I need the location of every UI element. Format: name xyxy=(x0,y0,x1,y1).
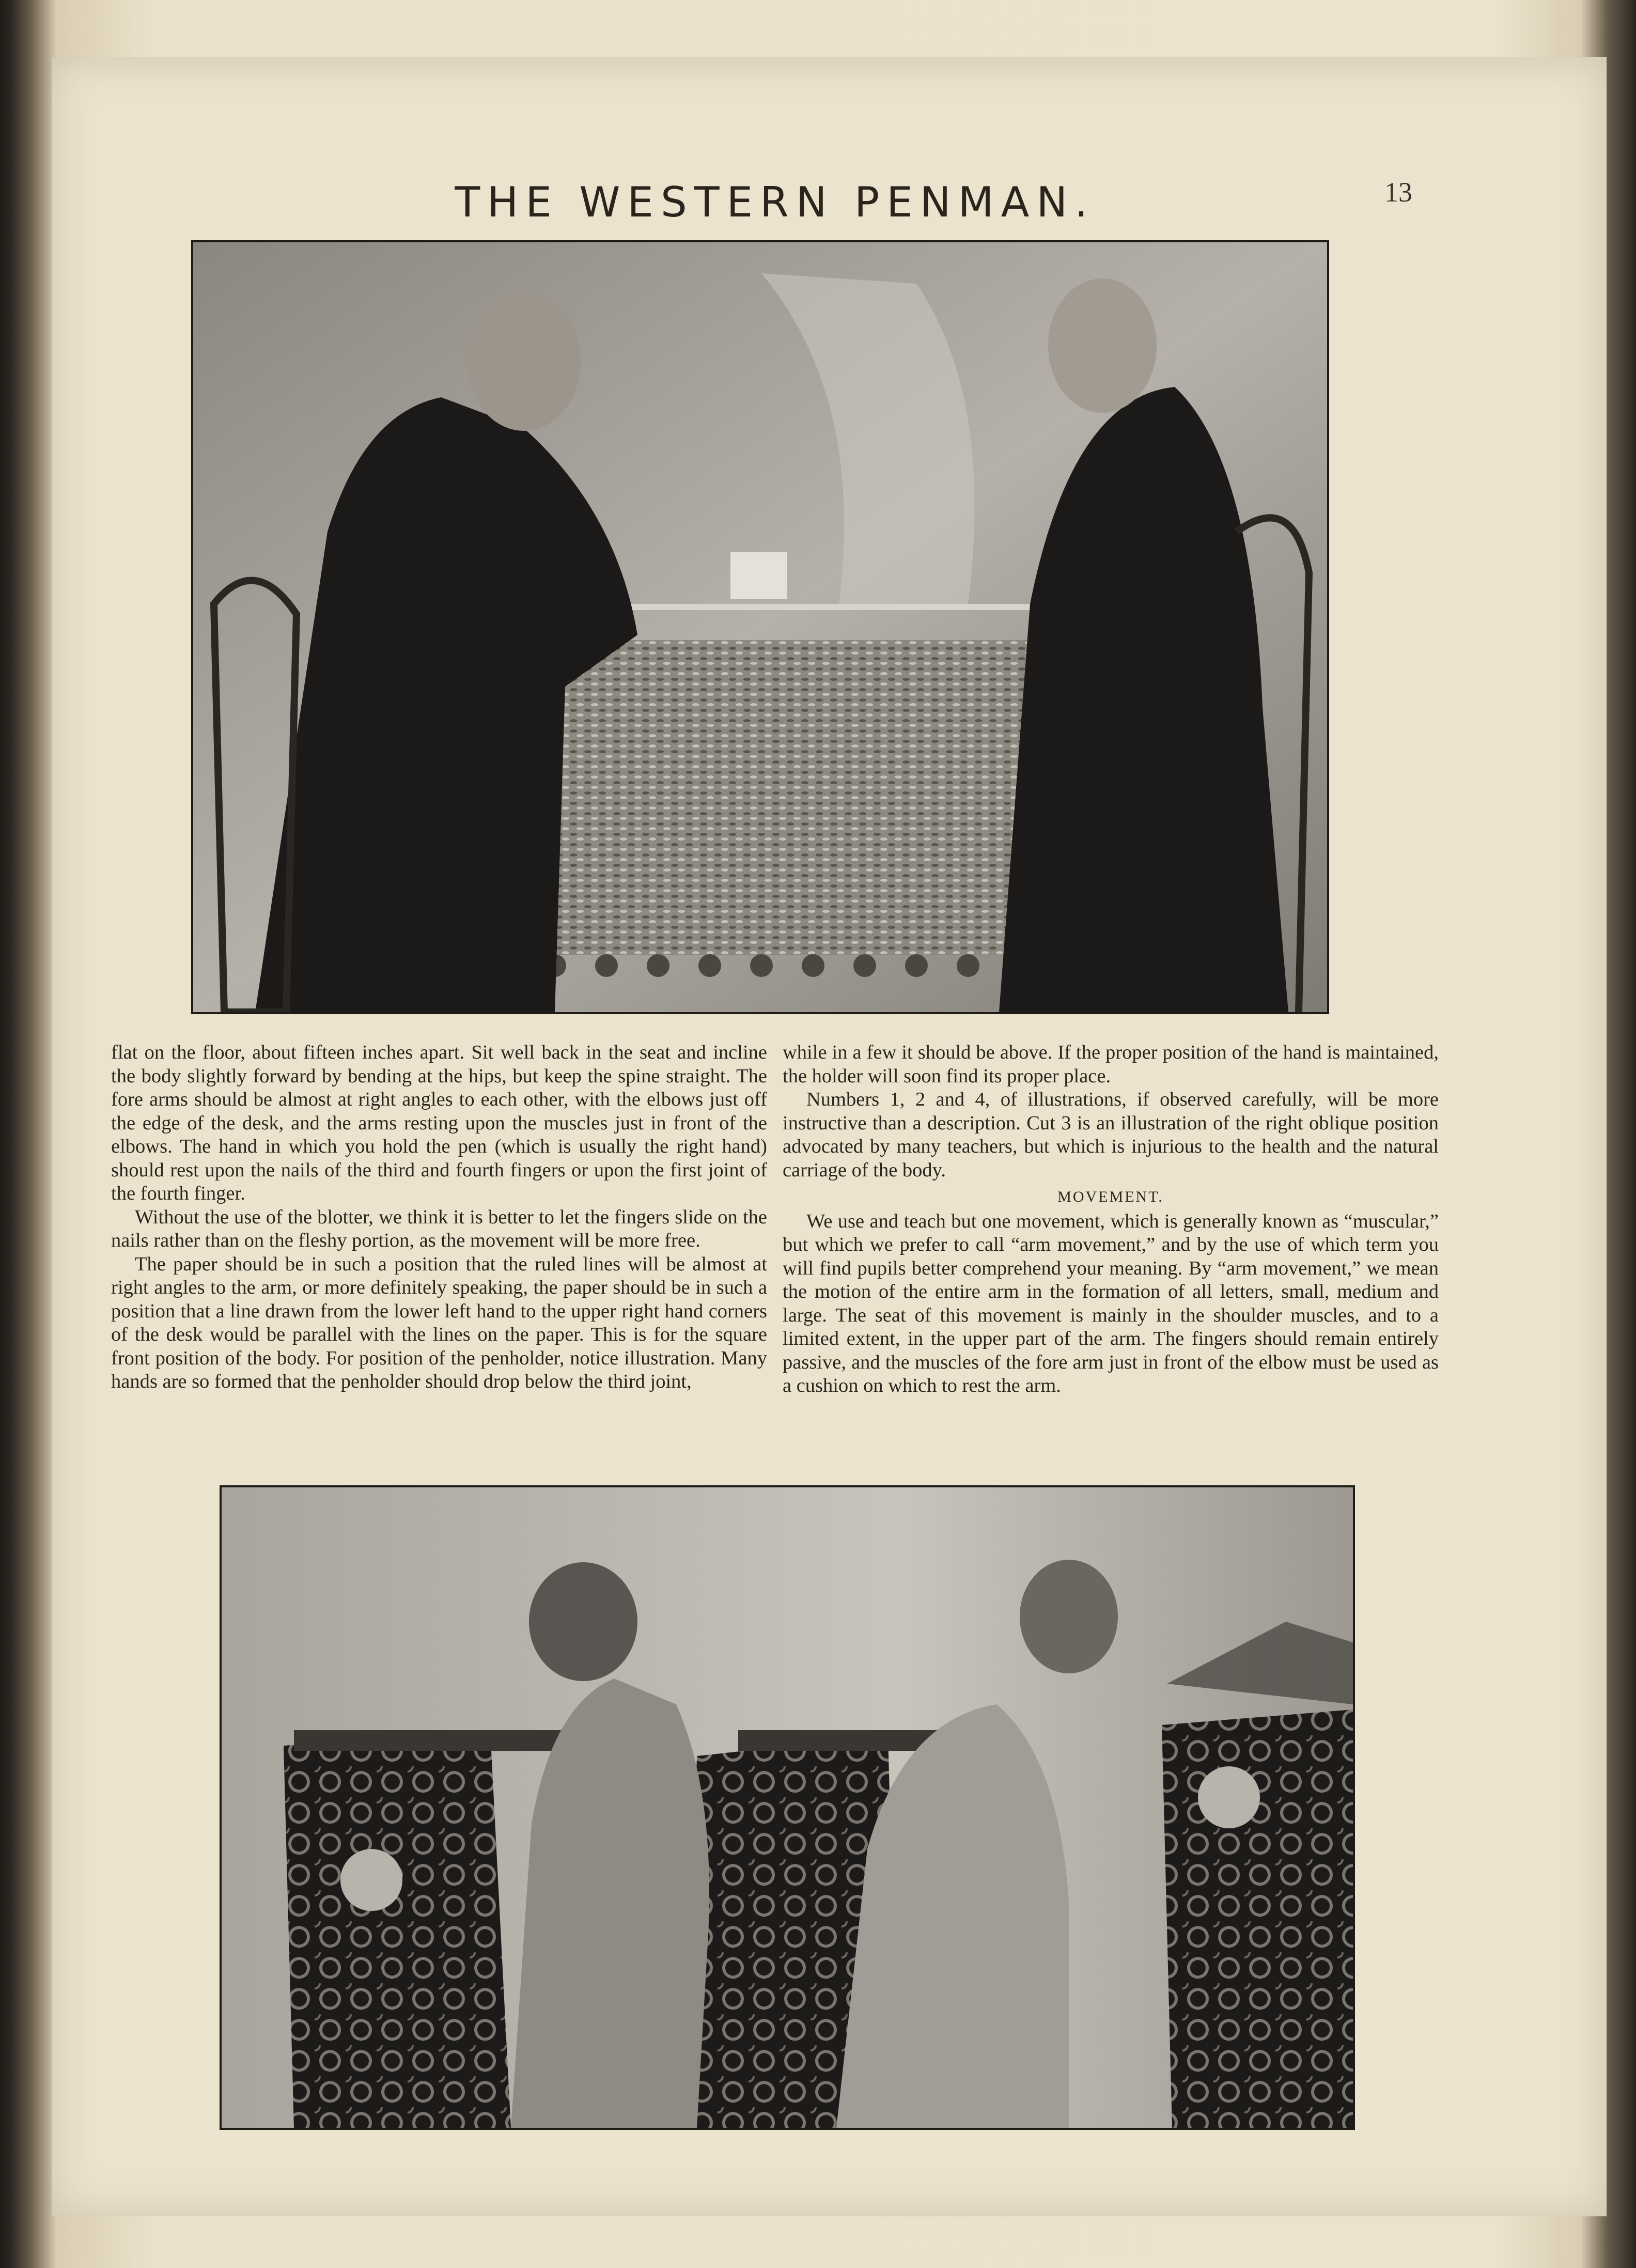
photo-top-image xyxy=(193,242,1327,1012)
masthead-title: THE WESTERN PENMAN. xyxy=(455,178,1095,226)
paragraph: Numbers 1, 2 and 4, of illustrations, if observed carefully, will be more instructive than a description. Cut 3 is an illustration of the right oblique position advocated by many teachers, but which is injurious to the health and the natural carriage of the body. xyxy=(783,1089,1439,1181)
photo-bottom-image xyxy=(222,1487,1353,2128)
page xyxy=(52,57,1607,2216)
article-right-column xyxy=(783,1041,1439,1398)
photo-two-men-writing-at-table xyxy=(191,240,1329,1014)
paragraph: We use and teach but one movement, which is generally known as “muscular,” but which we prefer to call “arm movement,” and by the use of which term you will find pupils better comprehend your meaning. By “arm movement,” we mean the motion of the entire arm in the formation of all letters, small, medium and large. The seat of this movement is mainly in the shoulder muscles, and to a limited extent, in the upper part of the arm. The fingers should remain entirely passive, and the muscles of the fore arm just in front of the elbow must be used as a cushion on which to rest the arm. xyxy=(783,1210,1439,1396)
paragraph: flat on the floor, about fifteen inches apart. Sit well back in the seat and incline the body slightly forward by bending at the hips, but keep the spine straight. The fore arms should be almost at right angles to each other, with the elbows just off the edge of the desk, and the arms resting upon the muscles just in front of the elbows. The hand in which you hold the pen (which is usually the right hand) should rest upon the nails of the third and fourth fingers or upon the first joint of the fourth finger. xyxy=(111,1042,767,1204)
article-left-column xyxy=(111,1041,767,1394)
photo-two-boys-writing-at-school-desks xyxy=(220,1485,1355,2130)
page-number: 13 xyxy=(1384,177,1412,208)
paragraph: while in a few it should be above. If the proper position of the hand is maintained, the holder will soon find its proper place. xyxy=(783,1042,1439,1087)
paragraph: Without the use of the blotter, we think it is better to let the fingers slide on the nails rather than on the fleshy portion, as the movement will be more free. xyxy=(111,1206,767,1251)
paragraph: The paper should be in such a position that the ruled lines will be almost at right angles to the arm, or more definitely speaking, the paper should be in such a position that a line drawn from the lower left hand to the upper right hand corners of the desk would be parallel with the lines on the paper. This is for the square front position of the body. For position of the penholder, notice illustration. Many hands are so formed that the penholder should drop below the third joint, xyxy=(111,1253,767,1392)
page-header xyxy=(52,57,1607,226)
section-heading-movement: MOVEMENT. xyxy=(1057,1188,1164,1205)
